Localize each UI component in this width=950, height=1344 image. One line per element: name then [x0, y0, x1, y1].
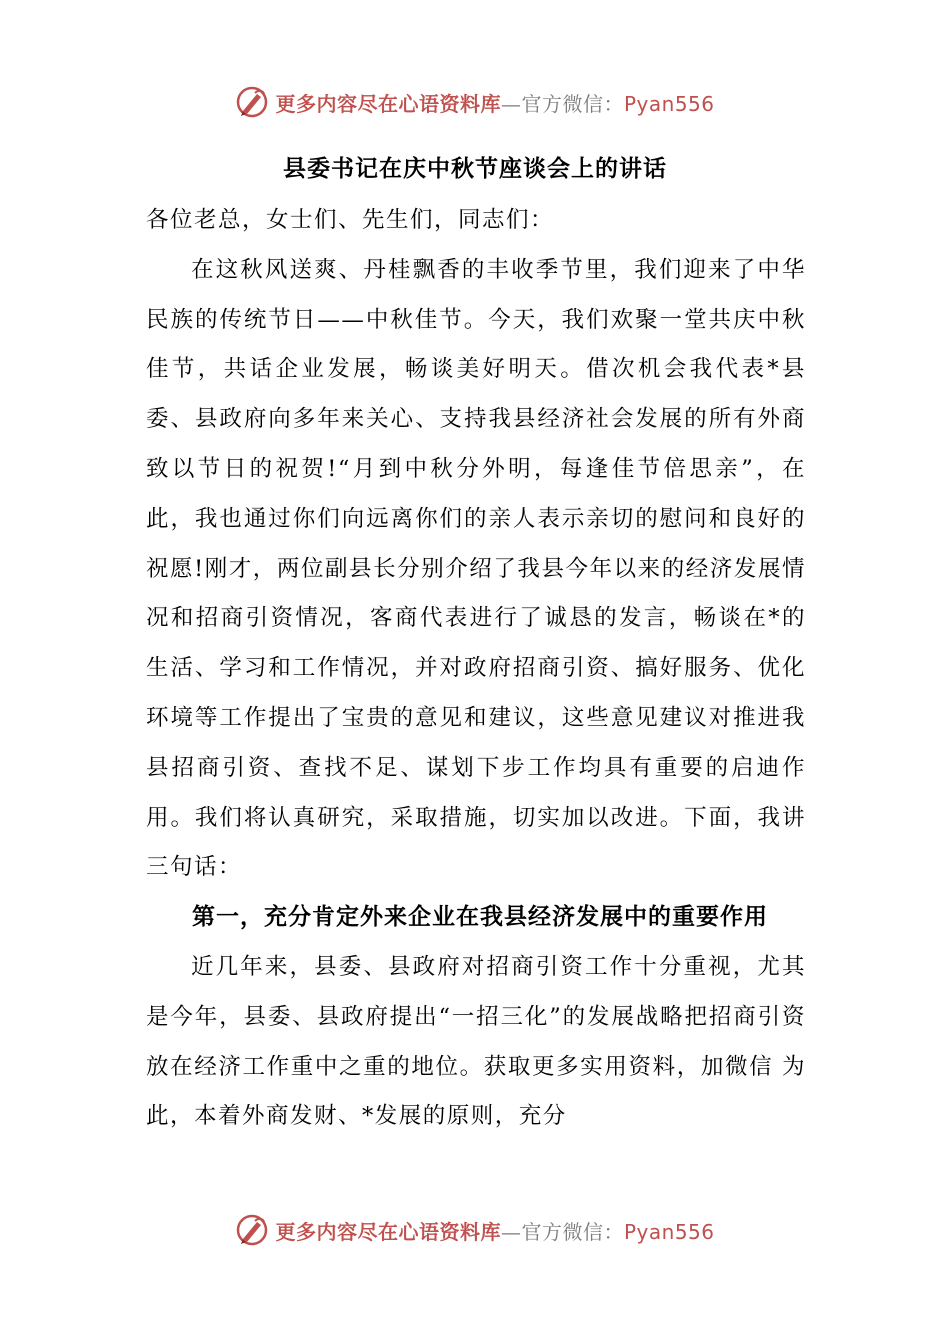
watermark-wechat-label: —官方微信： — [500, 91, 624, 116]
document-title: 县委书记在庆中秋节座谈会上的讲话 — [283, 156, 667, 182]
salutation: 各位老总，女士们、先生们，同志们： — [146, 207, 555, 233]
watermark-banner-top — [0, 82, 950, 122]
paragraph-1: 在这秋风送爽、丹桂飘香的丰收季节里，我们迎来了中华民族的传统节日——中秋佳节。今天，我们欢聚一堂共庆中秋佳节，共话企业发展，畅谈美好明天。借次机会我代表*县委、县政府向多年来关心、支持我县经济社会发展的所有外商致以节日的祝贺!“月到中秋分外明，每逢佳节倍思亲”，在此，我也通过你们向远离你们的亲人表示亲切的慰问和良好的祝愿!刚才，两位副县长分别介绍了我县今年以来的经济发展情况和招商引资情况，客商代表进行了诚恳的发言，畅谈在*的生活、学习和工作情况，并对政府招商引资、搞好服务、优化环境等工作提出了宝贵的意见和建议，这些意见建议对推进我县招商引资、查找不足、谋划下步工作均具有重要的启迪作用。我们将认真研究，采取措施，切实加以改进。下面，我讲三句话： — [146, 256, 806, 881]
watermark-banner-bottom — [0, 1210, 950, 1250]
watermark-banner-inner — [235, 85, 714, 119]
watermark-banner-inner — [235, 1213, 714, 1247]
watermark-library-name: 更多内容尽在心语资料库 — [275, 91, 501, 116]
watermark-text — [275, 88, 714, 117]
pen-logo-icon — [235, 85, 269, 119]
watermark-wechat-id: Pyan556 — [623, 1219, 715, 1244]
paragraph-2: 近几年来，县委、县政府对招商引资工作十分重视，尤其是今年，县委、县政府提出“一招三化”的发展战略把招商引资放在经济工作重中之重的地位。获取更多实用资料，加微信 为此，本着外商发财、*发展的原则，充分 — [146, 953, 806, 1130]
watermark-text — [275, 1216, 714, 1245]
watermark-wechat-label: —官方微信： — [500, 1219, 624, 1244]
document-body — [146, 196, 806, 1142]
watermark-library-name: 更多内容尽在心语资料库 — [275, 1219, 501, 1244]
section-heading-1: 第一，充分肯定外来企业在我县经济发展中的重要作用 — [192, 904, 768, 931]
watermark-wechat-id: Pyan556 — [623, 91, 715, 116]
pen-logo-icon — [235, 1213, 269, 1247]
